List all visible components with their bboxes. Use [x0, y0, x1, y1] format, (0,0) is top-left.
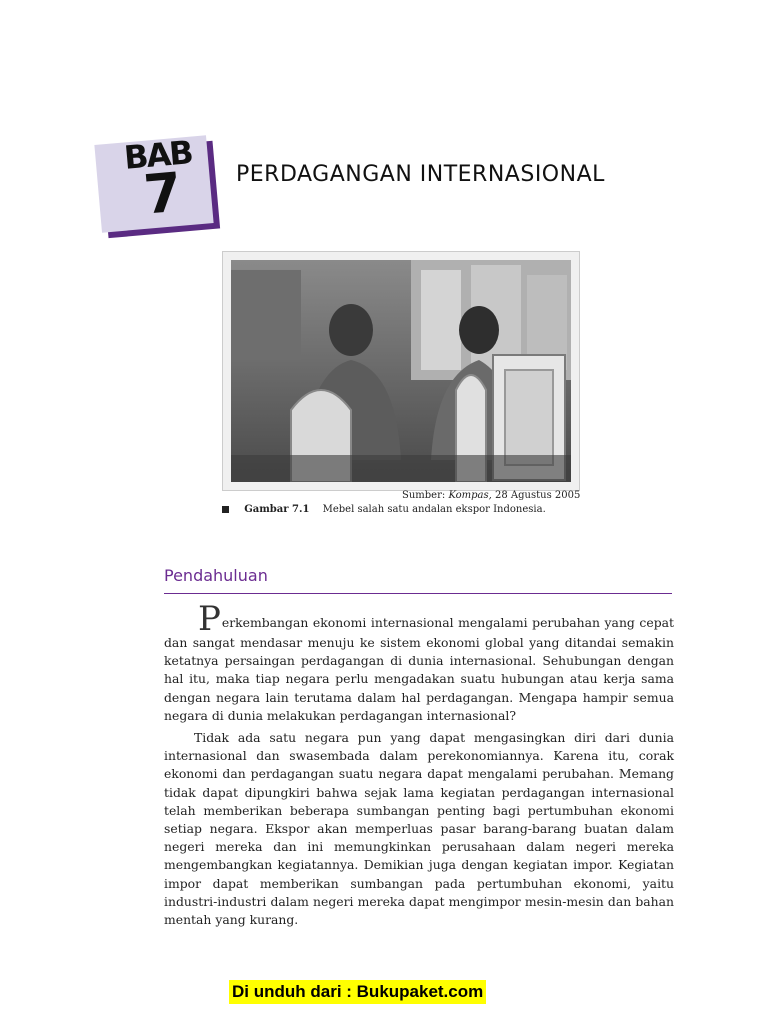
paragraph-1: [164, 599, 674, 725]
figure-source: [402, 490, 580, 501]
caption-bullet-icon: [222, 506, 229, 513]
drop-cap: P: [198, 599, 221, 639]
caption-text: Mebel salah satu andalan ekspor Indonesia.: [322, 504, 546, 515]
figure-caption: [222, 504, 546, 515]
furniture-workers-photo: [231, 260, 571, 482]
chapter-label: BAB: [122, 133, 194, 177]
source-prefix: Sumber:: [402, 490, 446, 501]
paragraph-1-text: erkembangan ekonomi internasional mengalami perubahan yang cepat dan sangat mendasar menuju ke sistem ekonomi global yang ditandai semakin ketatnya persaingan perdagangan di dunia internasional. Sehubungan dengan hal itu, maka tiap negara perlu mengadakan suatu hubungan atau kerja sama dengan negara lain terutama dalam hal perdagangan. Mengapa hampir semua negara di dunia melakukan perdagangan internasional?: [164, 615, 674, 723]
source-name: Kompas,: [448, 490, 492, 501]
paragraph-2: Tidak ada satu negara pun yang dapat mengasingkan diri dari dunia internasional dan swasembada dalam perekonomiannya. Karena itu, corak ekonomi dan perdagangan suatu negara dapat mengalami perubahan. Memang tidak dapat dipungkiri bahwa sejak lama kegiatan perdagangan internasional telah memberikan beberapa sumbangan penting bagi pertumbuhan ekonomi setiap negara. Ekspor akan memperluas pasar barang-barang buatan dalam negeri mereka dan ini memungkinkan perusahaan dalam negeri mereka mengembangkan kegiatannya. Demikian juga dengan kegiatan impor. Kegiatan impor dapat memberikan sumbangan pada pertumbuhan ekonomi, yaitu industri-industri dalam negeri mereka dapat mengimpor mesin-mesin dan bahan mentah yang kurang.: [164, 730, 674, 928]
body-text: [164, 599, 674, 933]
chapter-number: 7: [141, 160, 185, 227]
caption-label: Gambar 7.1: [244, 504, 310, 515]
download-banner[interactable]: Di unduh dari : Bukupaket.com: [229, 980, 486, 1004]
section-divider: [164, 593, 672, 594]
section-heading: Pendahuluan: [164, 566, 268, 585]
source-date: 28 Agustus 2005: [495, 490, 581, 501]
figure-frame: [222, 251, 580, 491]
chapter-title: PERDAGANGAN INTERNASIONAL: [236, 162, 605, 187]
